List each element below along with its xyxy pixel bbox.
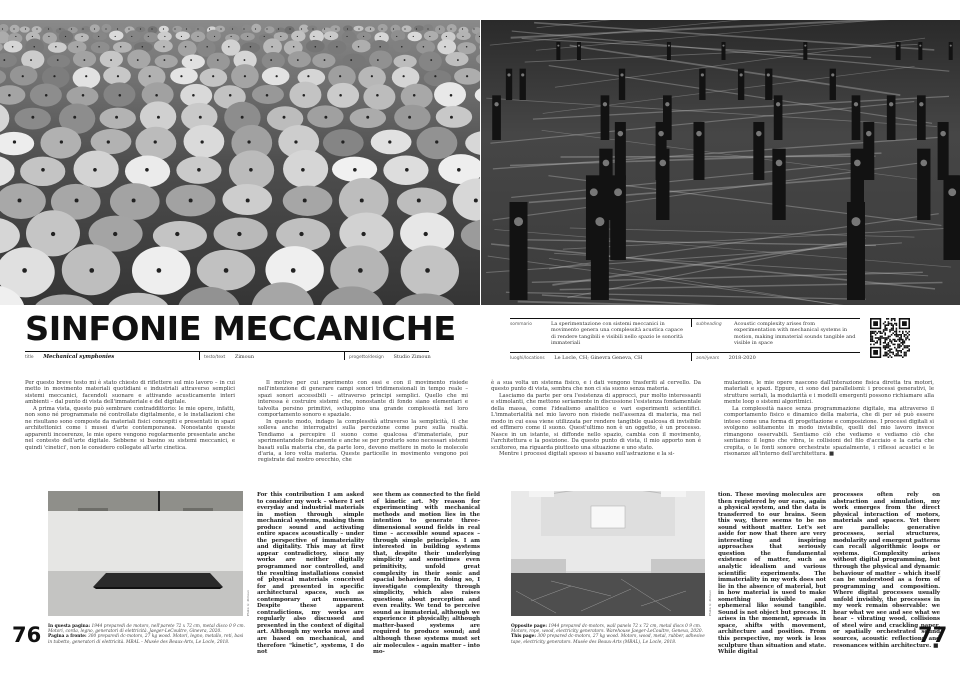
disc (324, 31, 338, 40)
disc (47, 55, 70, 68)
article-title: SINFONIE MECCANICHE (25, 309, 456, 348)
disc (176, 31, 190, 40)
disc (91, 129, 132, 154)
post (615, 122, 626, 180)
disc (73, 51, 96, 67)
years-value: 2018-2020 (728, 355, 756, 361)
caption-label: Opposite page: (511, 624, 547, 629)
disc (447, 24, 457, 33)
subheading-text: Acoustic complexity arises from experimentation with mechanical systems in motion, making immaterial sounds tangible and visible in space (734, 321, 856, 347)
disc (113, 42, 132, 53)
page-number-left: 76 (12, 623, 42, 647)
disc (394, 55, 417, 69)
disc (103, 66, 131, 84)
paragraph: Per questo breve testo mi è stato chiesto di riflettere sul mio lavoro – in cui metto in movimento materiali quotidiani e industriali attraverso semplici sistemi meccanici, facendoli suonare e attivando acusticamente interi ambienti – dal punto di vista dell'immateriale e del digitale. (25, 380, 235, 406)
locations-value: Le Locle, CH; Ginevra Geneva, CH (554, 355, 643, 361)
post (693, 122, 704, 180)
qr-code[interactable] (870, 318, 910, 358)
english-column-2: see them as connected to the field of kinetic art. My reason for experimenting with mechanical methods and motion lies in the intention to generate three-dimensional sound fields in real time – accessible sound spaces – through simple principles. I am interested in building systems that, despite their underlying simplicity and sometimes even primitivity, unfold great complexity in their sonic and spacial behaviour. In doing so, I investigate complexity through simplicity, which also raises questions about perception and even reality. We tend to perceive sound as immaterial, although we experience it physically; although matter-based systems are required to produce sound; and although these systems must set air molecules – again matter – into mo- (373, 492, 480, 656)
disc (369, 50, 392, 69)
photo-credit: Photo © Zimoun (246, 590, 250, 616)
disc (127, 50, 150, 69)
disc (48, 42, 67, 53)
meta-title-en (25, 354, 114, 361)
disc (126, 30, 140, 42)
summary-label: sommario (510, 322, 532, 327)
posts-installation-image (481, 20, 960, 305)
post (510, 202, 528, 300)
text-author: Zimoun (234, 354, 255, 360)
disc (93, 32, 107, 40)
disc (178, 41, 197, 57)
post (656, 149, 669, 220)
disc (327, 83, 359, 108)
meta-separator (199, 352, 200, 360)
paragraph: mulazione, le mie opere nascono dall'interazione fisica diretta tra motori, materiali e spazi. Eppure, ci sono dei parallelismi: i processi generativi, le strutture seriali, la modularità e i modelli emergenti possono richiamare alla mente loop o sistemi algoritmici. (724, 380, 934, 406)
page-number-right: 77 (918, 623, 948, 647)
disc (101, 24, 111, 33)
italian-column-2 (258, 380, 468, 464)
meta-divider-right-bottom (510, 352, 860, 353)
caption-right (511, 624, 708, 645)
photo-museum-hall (511, 491, 705, 616)
italian-column-1 (25, 380, 235, 451)
paragraph: Il motivo per cui sperimento con essi e con il movimento risiede nell'intenzione di generare campi sonori tridimensionali in tempo reale – spazi sonori accessibili – attraverso principi semplici. Quello che mi interessa è costruire sistemi che, nonostante di fondo siano elementari e talvolta persino primitivi, sviluppino una grande complessità nel loro comportamento sonoro e spaziale. (258, 380, 468, 419)
disc (401, 246, 459, 297)
disc (288, 51, 311, 67)
meta-design (349, 354, 431, 361)
post (591, 202, 609, 300)
locations-label: luoghi/locations (510, 356, 545, 361)
caption-text: 300 prepared dc-motors, 27 kg wood. Motors, wood, metal, rubber, adhesive tape, electricity generators. Musée des Beaux-Arts (MBAL), Le Locle, 2018. (511, 634, 705, 645)
disc (10, 25, 20, 33)
disc (155, 55, 178, 68)
meta-separator (691, 319, 692, 327)
disc (153, 221, 207, 251)
disc (342, 31, 356, 44)
disc (352, 40, 371, 53)
disc (170, 67, 198, 84)
gallery-floor-image (48, 491, 243, 616)
disc (251, 24, 261, 33)
discs-installation-image (0, 20, 480, 305)
disc (264, 26, 274, 33)
meta-separator (344, 352, 345, 360)
disc (436, 106, 472, 128)
disc (402, 25, 412, 32)
post (492, 95, 501, 140)
disc (378, 24, 388, 32)
paragraph: A prima vista, questo può sembrare contraddittorio: le mie opere, infatti, non sono né programmate né controllate digitalmente, e le installazioni che ne risultano sono composte da materiali fisici concepiti e presentati in spazi architettonici come i musei d'arte contemporanea. Nonostante queste apparenti incoerenze, le mie opere vengono regolarmente presentate anche nel contesto dell'arte digitale. Sebbene si basino su sistemi meccanici, e quindi 'cinetici', non le considero collegate all'arte cinetica. (25, 405, 235, 451)
disc (354, 26, 364, 32)
disc (365, 26, 375, 32)
meta-locations (510, 355, 642, 362)
caption-label: This page: (511, 634, 536, 640)
disc (423, 24, 433, 32)
disc (408, 32, 422, 42)
disc (419, 51, 442, 71)
disc (363, 84, 395, 110)
caption-text: 1944 prepared dc-motors, wall panels 72 x 72 cm, metal discs 0 9 cm. Motors, rope, wood, electricity generators. Warehouse Jaeger-LeCoultre, Geneva, 2020. (511, 624, 703, 635)
disc (207, 53, 230, 71)
design-value: Studio Zimoun (393, 354, 431, 360)
post (774, 95, 783, 140)
post (601, 95, 610, 140)
english-column-1: For this contribution I am asked to consider my work – where I set everyday and industrial materials in motion through simple mechanical systems, making them produce sound and activating entire spaces acoustically – under the perspective of immateriality and digitality. This may at first appear contradictory, since my works are neither digitally programmed nor controlled, and the resulting installations consist of physical materials conceived for and presented in specific architectural spaces, such as contemporary art museums. Despite these apparent contradictions, my works are regularly also discussed and presented in the context of digital art. Although my works move and are based on mechanical, and therefore "kinetic", systems, I do not (257, 492, 364, 656)
disc (424, 31, 438, 41)
disc (456, 31, 470, 40)
disc (109, 31, 123, 41)
disc (291, 31, 305, 42)
meta-divider-left (25, 351, 429, 352)
disc (90, 24, 100, 32)
disc (182, 55, 205, 70)
subheading-label: subheading (696, 322, 722, 327)
disc (242, 25, 252, 32)
caption-left (48, 624, 245, 645)
post (852, 95, 861, 140)
paragraph: Mentre i processi digitali spesso si basano sull'astrazione e la si- (499, 450, 675, 457)
disc (184, 125, 225, 158)
museum-hall-image (511, 491, 705, 616)
text-label: testo/text (204, 355, 226, 360)
hero-photo-discs (0, 20, 480, 305)
disc (43, 32, 57, 44)
caption-label: In questa pagina: (48, 624, 91, 629)
disc (283, 150, 328, 188)
english-column-3: tion. These moving molecules are then registered by our ears, again a physical system, and the data is transferred to our brains. Seen this way, there seems to be no sound without matter. Let's set aside for now that there are very interesting and inspiring approaches that seriously question the fundamental existence of matter, such as analytic idealism and various scientific experiments. The immateriality in my work does not lie in the absence of material, but in how material is used to make something invisible and ephemeral like sound tangible. Sound is not object but process. It arises in the moment, spreads in space, shifts with movement, architecture and position. From this perspective, my work is less sculpture than situation and state. While digital (718, 492, 826, 656)
disc (283, 186, 333, 216)
title-label: title (25, 355, 34, 360)
disc (394, 105, 430, 130)
paragraph: è a sua volta un sistema fisico, e i dati vengono trasferiti al cervello. Da questo punto di vista, sembra che non ci sia suono senza materia. (491, 380, 701, 393)
design-label: progetto/design (349, 355, 384, 360)
meta-separator (691, 353, 692, 361)
post (917, 95, 926, 140)
post (944, 175, 960, 260)
paragraph: Lasciamo da parte per ora l'esistenza di approcci, pur molto interessanti e stimolanti, che mettono seriamente in discussione l'esistenza fondamentale della massa, come l'idealismo analitico e vari esperimenti scientifici. L'immaterialità nel mio lavoro non risiede nell'assenza di materia, ma nel modo in cui essa viene utilizzata per rendere tangibile qualcosa di invisibile ed effimero come il suono. Quest'ultimo non è un oggetto, è un processo. Nasce in un istante, si diffonde nello spazio, cambia con il movimento, l'architettura e la posizione. Da questo punto di vista, il mio apporto non è scultoreo, ma riguarda piuttosto una situazione e uno stato. (491, 392, 701, 451)
post (863, 122, 874, 180)
italian-column-3 (491, 380, 701, 457)
post (917, 149, 930, 220)
title-english: Mechanical symphonies (43, 354, 115, 360)
post (887, 95, 896, 140)
paragraph: La complessità nasce senza programmazione digitale, ma attraverso il comportamento fisico e dinamico della materia, che di per sé può essere inteso come una forma di progettazione e composizione. I processi digitali si svolgono solitamente in modo invisibile, quelli del mio lavoro invece rimangono osservabili. Sentiamo ciò che vediamo e vediamo ciò che sentiamo: il legno che vibra, le collisioni del filo d'acciaio e la carta che crepita, o le fonti sonore orchestrate spazialmente, i riflessi acustici e le risonanze all'interno dell'architettura. ■ (724, 405, 934, 457)
disc (393, 40, 412, 53)
disc (154, 40, 173, 52)
disc (414, 25, 424, 31)
disc (437, 39, 456, 54)
paragraph: In questo modo, indago la complessità attraverso la semplicità, il che solleva anche interrogativi sulla percezione come pure sulla realtà. Tendiamo a percepire il suono come qualcosa d'immateriale, pur sperimentandolo fisicamente e anche se per produrlo sono necessari sistemi basati sulla materia che, da parte loro, devono mettere in moto le molecole d'aria, a loro volta materia. Queste particelle in movimento vengono poi registrate dal nostro orecchio, che (258, 418, 468, 464)
disc (74, 33, 88, 42)
photo-credit: Photo © Zimoun (708, 590, 712, 616)
caption-text: 300 preparedi dc-motors, 27 kg wood. Motori, legno, metallo, reti, basi in tubetto, generatori di elettricità. MBAL – Musée des Beaux-Arts, Le Locle, 2018. (48, 634, 244, 645)
disc (10, 65, 38, 85)
disc (81, 26, 91, 32)
disc (445, 52, 468, 66)
post (753, 122, 764, 180)
disc (262, 52, 285, 70)
post (772, 149, 785, 220)
disc (59, 30, 73, 43)
meta-summary-label-wrap (510, 321, 540, 328)
meta-subheading-label-wrap (696, 321, 730, 328)
years-label: anni/years (696, 356, 720, 361)
post (938, 122, 949, 180)
summary-text: La sperimentazione con sistemi meccanici in movimento genera una complessità acustica capace di rendere tangibili e visibili nello spazio le sonorità immateriali (551, 321, 683, 347)
disc (100, 108, 136, 129)
post (610, 175, 626, 260)
italian-column-4 (724, 380, 934, 457)
meta-text-author (204, 354, 254, 361)
disc (200, 68, 228, 86)
disc (397, 188, 447, 217)
disc (289, 82, 321, 108)
hero-photo-posts (481, 20, 960, 305)
disc (228, 26, 238, 34)
disc (20, 26, 30, 32)
meta-years (696, 355, 756, 362)
meta-divider-right-top (510, 318, 860, 319)
photo-gallery-floor-installation (48, 491, 243, 616)
disc (100, 51, 123, 68)
caption-label: Pagina a fronte: (48, 634, 87, 640)
disc (144, 32, 158, 42)
disc (307, 25, 317, 31)
post (847, 202, 865, 300)
caption-text: 1944 preparedi de motors, nell'parete 72 x 72 cm, metal disco 0 9 cm. Motori, corda, legno, generatori di elettricità. Jaeger-LeCoultre, Ginevra, 2020. (48, 624, 245, 635)
english-column-4: processes often rely on abstraction and simulation, my work emerges from the direct physical interaction of motors, materials and spaces. Yet there are parallels: generative processes, serial structures, modularity and emergent patterns can recall algorithmic loops or systems. Complexity arises without digital programming, but through the physical and dynamic behaviour of matter – which itself can be understood as a form of programming and composition. Where digital processes usually unfold invisibly, the processes in my work remain observable: we hear what we see and see what we hear – vibrating wood, collisions of steel wire and crackling paper, or spatially orchestrated sound sources, acoustic reflections and resonances within architecture. ■ (833, 492, 940, 649)
disc (73, 67, 101, 89)
disc (206, 30, 220, 42)
